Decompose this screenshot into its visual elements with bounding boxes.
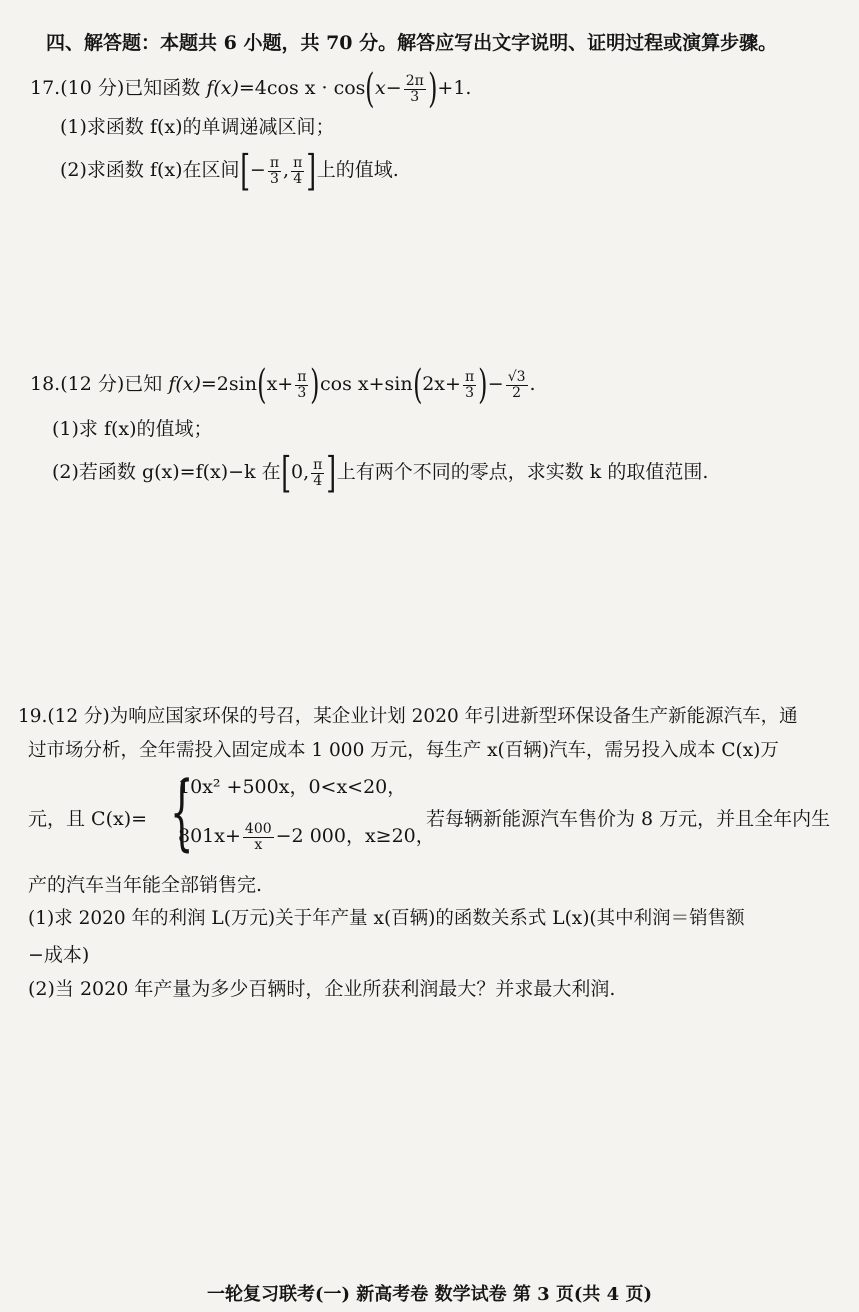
q19-case2-a: 801x+ [178, 825, 241, 847]
q18-part2-post: 上有两个不同的零点，求实数 k 的取值范围. [336, 461, 709, 483]
q17-int-b-num: π [293, 154, 303, 171]
q17-f: f(x) [206, 77, 239, 99]
q18-rparen-2: ) [478, 362, 488, 408]
q17-frac [404, 74, 426, 105]
q17-tail: +1. [437, 77, 472, 99]
q17-rparen: ) [427, 66, 438, 112]
q18-frac-2-den: 3 [465, 384, 475, 401]
q19-part1b: −成本) [28, 944, 90, 966]
q17-stem [30, 66, 472, 112]
q19-part2: (2)当 2020 年产量为多少百辆时，企业所获利润最大？并求最大利润. [28, 978, 616, 1000]
q18-frac-1-num: π [297, 368, 307, 385]
q18-minus: − [487, 373, 504, 395]
q19-line2: 过市场分析，全年需投入固定成本 1 000 万元，每生产 x(百辆)汽车，需另投入成本 C(x)万 [28, 740, 779, 761]
q18-frac-3-den: 2 [512, 384, 522, 401]
q17-frac-num: 2π [405, 72, 424, 89]
q18-int-zero: 0, [291, 461, 310, 483]
q17-frac-den: 3 [410, 88, 420, 105]
q19-cost-label: 元，且 C(x)= [28, 808, 148, 830]
q18-lparen-2: ( [412, 362, 423, 408]
q17-int-b [291, 156, 304, 187]
q19-line4: 产的汽车当年能全部销售完. [28, 874, 263, 896]
section-title: 四、解答题：本题共 6 小题，共 70 分。解答应写出文字说明、证明过程或演算步骤。 [46, 32, 778, 54]
q17-int-a [268, 156, 281, 187]
q19-line1: 19.(12 分)为响应国家环保的号召，某企业计划 2020 年引进新型环保设备生产新能源汽车，通 [18, 706, 798, 727]
q18-head: 18.(12 分)已知 [30, 373, 169, 395]
q18-stem [30, 362, 536, 406]
q17-inner-x: x [375, 77, 386, 99]
q17-lparen: ( [365, 66, 375, 112]
q18-lparen-1: ( [257, 362, 267, 408]
q19-case2-num: 400 [244, 820, 272, 837]
q18-end: . [529, 373, 536, 395]
q18-rbracket: ] [326, 448, 337, 497]
q18-part1: (1)求 f(x)的值域； [52, 418, 213, 440]
q18-int-frac [311, 458, 324, 489]
q19-case2-frac [243, 822, 274, 853]
q17-minus: − [385, 77, 402, 99]
q18-inner-2: 2x+ [422, 373, 461, 395]
q18-lbracket: [ [280, 448, 291, 497]
q19-case2-den: x [254, 836, 263, 853]
q17-head: 17.(10 分)已知函数 [30, 77, 207, 99]
q18-part2 [52, 448, 708, 496]
q18-inner-1: x+ [266, 373, 294, 395]
q18-rparen-1: ) [310, 362, 320, 408]
q17-eq: =4cos x · cos [238, 77, 366, 99]
q19-case2 [178, 814, 435, 858]
q18-eq: =2sin [200, 373, 257, 395]
q18-int-num: π [313, 456, 323, 473]
q17-int-a-sign: − [249, 159, 266, 181]
q19-after-case: 若每辆新能源汽车售价为 8 万元，并且全年内生 [426, 808, 831, 830]
q19-case1: 10x² +500x，0<x<20， [178, 776, 407, 798]
q17-part2-post: 上的值域. [316, 159, 399, 181]
q17-rbracket: ] [306, 146, 317, 195]
q18-f: f(x) [168, 373, 201, 395]
q17-int-a-den: 3 [269, 170, 279, 187]
q19-brace: { [170, 765, 194, 860]
q18-frac-2 [463, 370, 476, 401]
q18-part2-pre: (2)若函数 g(x)=f(x)−k 在 [52, 461, 281, 483]
q17-int-a-num: π [269, 154, 280, 171]
q17-part2: (2)求函数 f(x)在区间[− $\frac{\pi}{3}$ , $\frac{\pi}{4}$ ]上的值域. [60, 146, 399, 195]
q19-case2-b: −2 000，x≥20， [275, 825, 435, 847]
q17-part2-pre: (2)求函数 f(x)在区间 [60, 159, 240, 181]
q18-mid: cos x+sin [320, 373, 413, 395]
q18-int-den: 4 [313, 472, 323, 489]
q17-part1: (1)求函数 f(x)的单调递减区间； [60, 116, 335, 138]
q18-frac-1-den: 3 [297, 384, 307, 401]
q18-frac-3-num: √3 [507, 368, 526, 385]
q17-int-b-den: 4 [293, 170, 303, 187]
page-footer: 一轮复习联考(一) 新高考卷 数学试卷 第 3 页(共 4 页) [207, 1284, 652, 1305]
q19-part1a: (1)求 2020 年的利润 L(万元)关于年产量 x(百辆)的函数关系式 L(x)(其中利润＝销售额 [28, 908, 745, 929]
q18-frac-3 [506, 370, 528, 401]
q18-frac-1 [295, 370, 308, 401]
q18-frac-2-num: π [464, 368, 475, 385]
q17-lbracket: [ [239, 146, 250, 195]
